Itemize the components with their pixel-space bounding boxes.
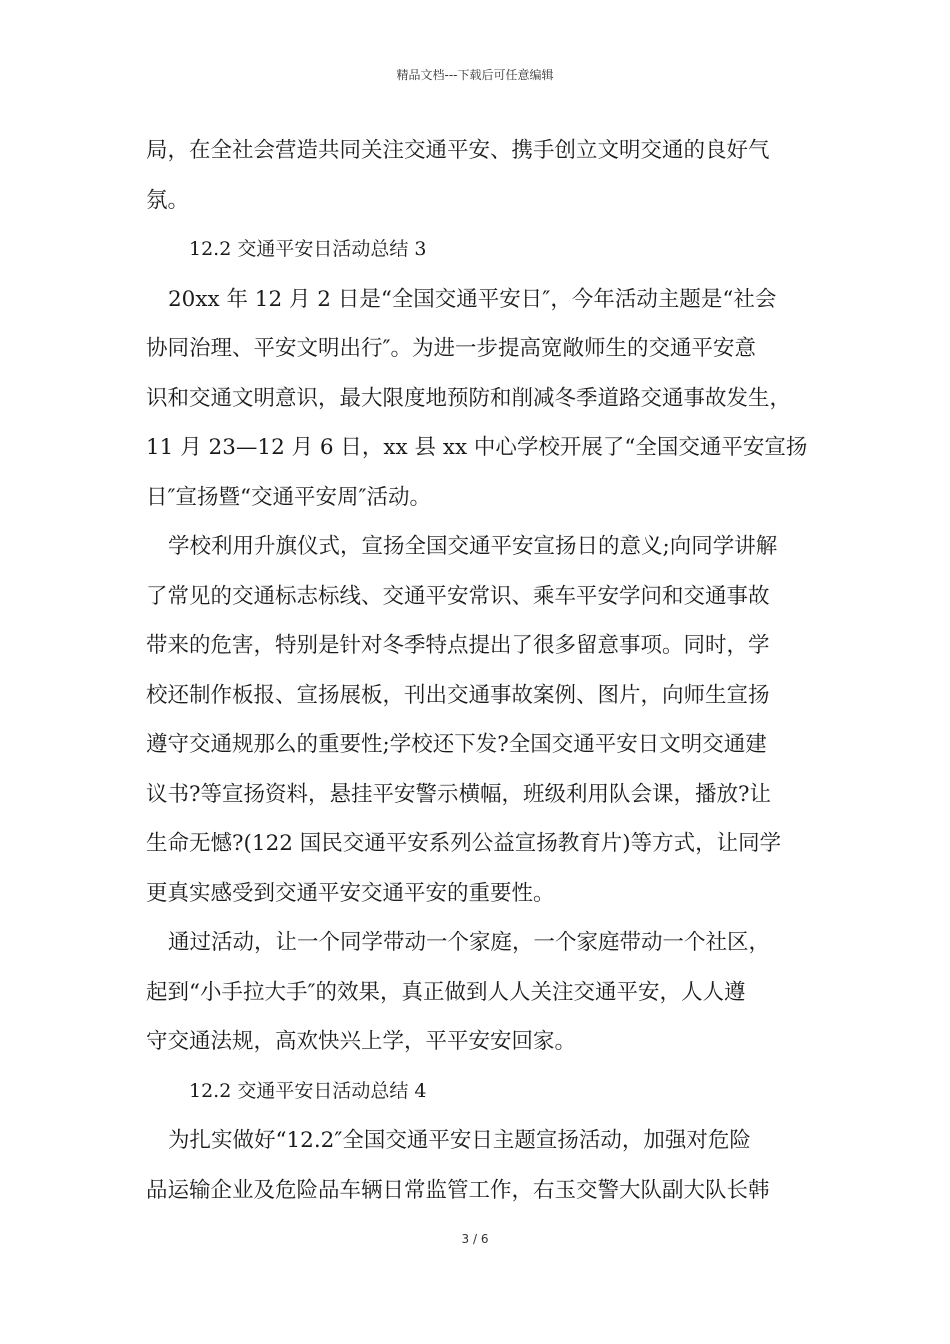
section-heading: 12.2 交通平安日活动总结 4 — [189, 1079, 427, 1102]
text-line: 遵守交通规那么的重要性;学校还下发?全国交通平安日文明交通建 — [146, 732, 767, 757]
text-line: 通过活动，让一个同学带动一个家庭，一个家庭带动一个社区， — [168, 930, 771, 955]
text-line: 起到“小手拉大手″的效果，真正做到人人关注交通平安，人人遵 — [146, 979, 746, 1005]
section-heading: 12.2 交通平安日活动总结 3 — [189, 238, 427, 260]
text-line: 识和交通文明意识，最大限度地预防和削减冬季道路交通事故发生， — [146, 385, 792, 411]
text-line: 更真实感受到交通平安交通平安的重要性。 — [146, 880, 555, 906]
text-line: 氛。 — [146, 187, 190, 213]
text-line: 品运输企业及危险品车辆日常监管工作，右玉交警大队副大队长韩 — [146, 1177, 770, 1203]
text-line: 为扎实做好“12.2″全国交通平安日主题宣扬活动，加强对危险 — [168, 1128, 751, 1153]
text-line: 11 月 23—12 月 6 日，xx 县 xx 中心学校开展了“全国交通平安宣扬 — [146, 435, 808, 460]
text-line: 带来的危害，特别是针对冬季特点提出了很多留意事项。同时，学 — [146, 633, 770, 658]
text-line: 校还制作板报、宣扬展板，刊出交通事故案例、图片，向师生宣扬 — [146, 682, 770, 708]
text-line: 局，在全社会营造共同关注交通平安、携手创立文明交通的良好气 — [146, 138, 770, 163]
page-number: 3 / 6 — [461, 1232, 489, 1246]
document-body — [146, 126, 810, 1215]
text-line: 日″宣扬暨“交通平安周″活动。 — [146, 484, 432, 510]
text-line: 生命无憾?(122 国民交通平安系列公益宣扬教育片)等方式，让同学 — [146, 831, 782, 856]
text-line: 议书?等宣扬资料，悬挂平安警示横幅，班级利用队会课，播放?让 — [146, 781, 772, 807]
text-line: 学校利用升旗仪式，宣扬全国交通平安宣扬日的意义;向同学讲解 — [168, 534, 778, 559]
text-line: 了常见的交通标志标线、交通平安常识、乘车平安学问和交通事故 — [146, 583, 770, 609]
text-line: 守交通法规，高欢快兴上学，平平安安回家。 — [146, 1029, 577, 1054]
page-header: 精品文档---下载后可任意编辑 — [396, 68, 554, 82]
text-line: 协同治理、平安文明出行″。为进一步提高宽敞师生的交通平安意 — [146, 336, 757, 361]
text-line: 20xx 年 12 月 2 日是“全国交通平安日″，今年活动主题是“社会 — [168, 286, 777, 312]
